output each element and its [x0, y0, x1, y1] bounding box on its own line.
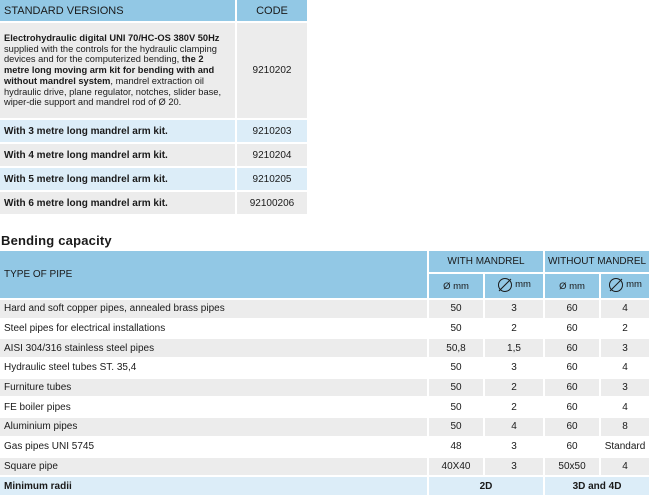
- radius-diameter-icon: [608, 277, 624, 293]
- radius-diameter-icon: [497, 277, 513, 293]
- with-radius: 2: [484, 319, 544, 339]
- bending-capacity-table: [0, 251, 650, 497]
- with-diameter: 48: [428, 437, 484, 457]
- standard-versions-header: STANDARD VERSIONS: [0, 0, 236, 22]
- without-radius: 2: [600, 319, 650, 339]
- table-row: [0, 417, 650, 437]
- table-row: [0, 457, 650, 477]
- description-text-1: supplied with the controls for the hydraulic clamping devices and for the computerized bending,: [4, 43, 217, 65]
- without-radius: 8: [600, 417, 650, 437]
- without-diameter: 60: [544, 417, 600, 437]
- code-header: CODE: [236, 0, 308, 22]
- pipe-type: FE boiler pipes: [0, 397, 428, 417]
- pipe-type: Hard and soft copper pipes, annealed brass pipes: [0, 299, 428, 319]
- with-diameter: 50: [428, 299, 484, 319]
- version-code: 9210204: [236, 143, 308, 167]
- description-bold-1: Electrohydraulic digital UNI 70/HC-OS 380V 50Hz: [4, 33, 220, 44]
- table-row: [0, 299, 650, 319]
- table-row: [0, 437, 650, 457]
- with-radius: 3: [484, 437, 544, 457]
- description-bold-2: the 2 metre long moving arm kit for bending with and without mandrel system: [4, 54, 215, 86]
- table-row: [0, 22, 308, 119]
- pipe-type: Furniture tubes: [0, 378, 428, 398]
- pipe-type: AISI 304/316 stainless steel pipes: [0, 338, 428, 358]
- without-diameter: 50x50: [544, 457, 600, 477]
- without-radius: 3: [600, 338, 650, 358]
- with-radius: 3: [484, 299, 544, 319]
- without-radius: 4: [600, 397, 650, 417]
- with-diameter: 50: [428, 319, 484, 339]
- table-row: [0, 338, 650, 358]
- with-radius: 3: [484, 358, 544, 378]
- table-row: [0, 191, 308, 215]
- type-of-pipe-header: TYPE OF PIPE: [0, 251, 428, 299]
- without-diameter: 60: [544, 338, 600, 358]
- pipe-type: Aluminium pipes: [0, 417, 428, 437]
- with-diameter: 50,8: [428, 338, 484, 358]
- with-diameter: 50: [428, 417, 484, 437]
- minimum-radii-without: 3D and 4D: [544, 476, 650, 496]
- version-label: With 6 metre long mandrel arm kit.: [0, 191, 236, 215]
- pipe-type: Gas pipes UNI 5745: [0, 437, 428, 457]
- without-radius: 3: [600, 378, 650, 398]
- without-radius: Standard: [600, 437, 650, 457]
- version-label: With 5 metre long mandrel arm kit.: [0, 167, 236, 191]
- radius-header: [484, 273, 544, 299]
- first-version-description: [0, 22, 236, 119]
- description-text-2: , mandrel extraction oil hydraulic drive, plane regulator, notches, slider base, wiper-die support and mandrel rod of Ø 20.: [4, 75, 222, 108]
- with-diameter: 50: [428, 397, 484, 417]
- version-code: 9210203: [236, 119, 308, 143]
- pipe-type: Hydraulic steel tubes ST. 35,4: [0, 358, 428, 378]
- with-diameter: 50: [428, 358, 484, 378]
- with-radius: 3: [484, 457, 544, 477]
- without-radius: 4: [600, 358, 650, 378]
- without-diameter: 60: [544, 299, 600, 319]
- table-row: [0, 476, 650, 496]
- version-code: 92100206: [236, 191, 308, 215]
- radius-header: [600, 273, 650, 299]
- without-radius: 4: [600, 299, 650, 319]
- without-diameter: 60: [544, 358, 600, 378]
- without-diameter: 60: [544, 319, 600, 339]
- minimum-radii-with: 2D: [428, 476, 544, 496]
- version-label: With 4 metre long mandrel arm kit.: [0, 143, 236, 167]
- minimum-radii-label: Minimum radii: [0, 476, 428, 496]
- table-row: [0, 378, 650, 398]
- with-diameter: 40X40: [428, 457, 484, 477]
- diameter-header: Ø mm: [428, 273, 484, 299]
- without-diameter: 60: [544, 378, 600, 398]
- table-row: [0, 167, 308, 191]
- without-diameter: 60: [544, 397, 600, 417]
- with-radius: 2: [484, 378, 544, 398]
- with-diameter: 50: [428, 378, 484, 398]
- without-diameter: 60: [544, 437, 600, 457]
- bending-capacity-title: Bending capacity: [1, 233, 112, 248]
- table-row: [0, 143, 308, 167]
- version-code: 9210202: [236, 22, 308, 119]
- without-mandrel-header: WITHOUT MANDREL: [544, 251, 650, 273]
- table-row: [0, 119, 308, 143]
- standard-versions-table: [0, 0, 309, 216]
- pipe-type: Square pipe: [0, 457, 428, 477]
- pipe-type: Steel pipes for electrical installations: [0, 319, 428, 339]
- with-radius: 2: [484, 397, 544, 417]
- table-row: [0, 319, 650, 339]
- with-mandrel-header: WITH MANDREL: [428, 251, 544, 273]
- diameter-header: Ø mm: [544, 273, 600, 299]
- radius-unit: mm: [515, 279, 531, 290]
- table-row: [0, 358, 650, 378]
- version-code: 9210205: [236, 167, 308, 191]
- with-radius: 1,5: [484, 338, 544, 358]
- table-row: [0, 397, 650, 417]
- without-radius: 4: [600, 457, 650, 477]
- version-label: With 3 metre long mandrel arm kit.: [0, 119, 236, 143]
- radius-unit: mm: [626, 279, 642, 290]
- with-radius: 4: [484, 417, 544, 437]
